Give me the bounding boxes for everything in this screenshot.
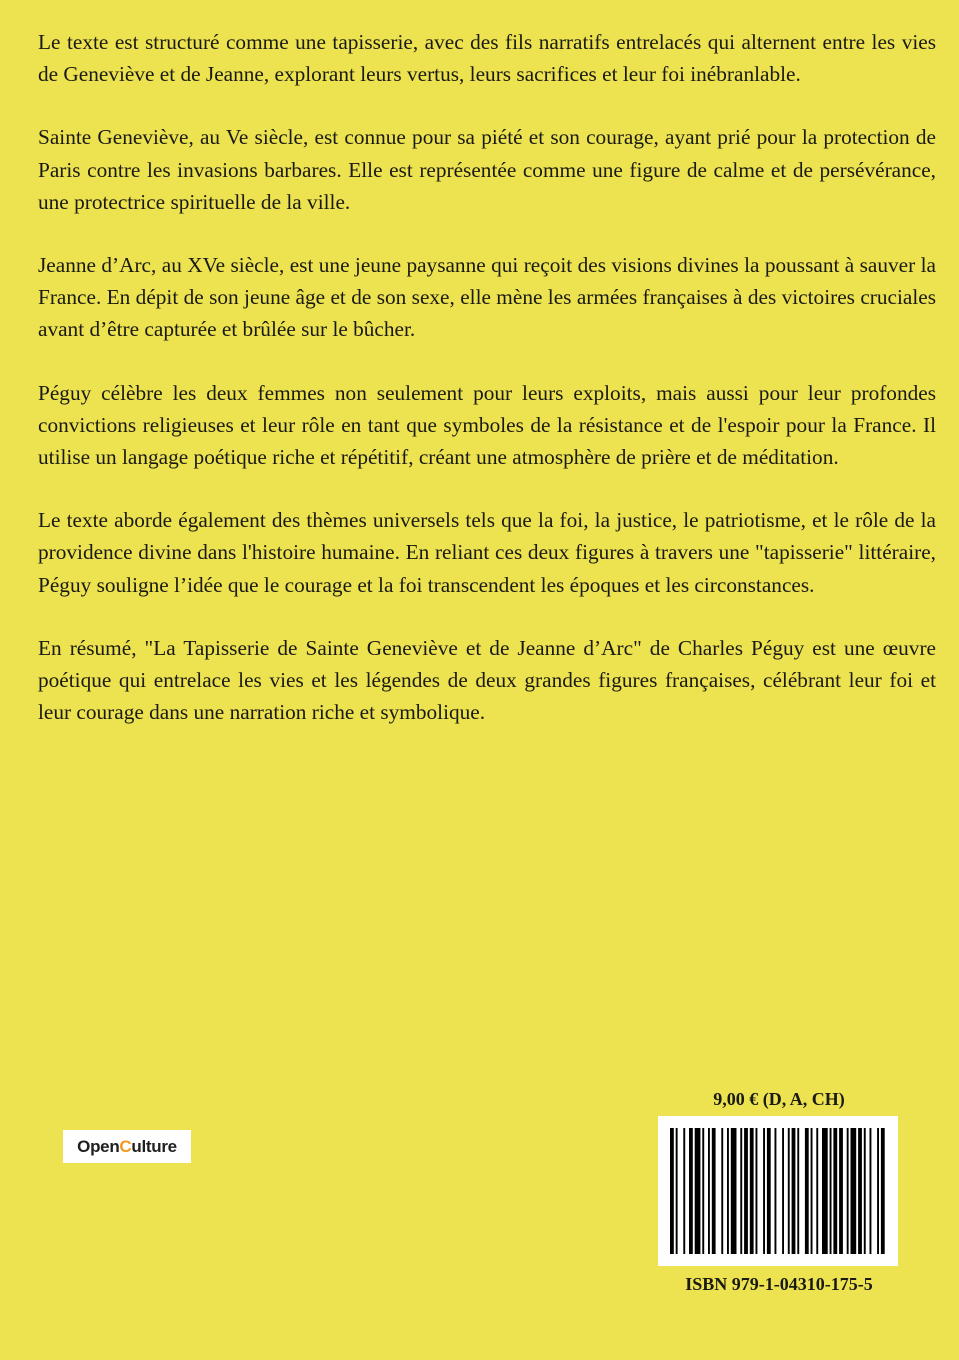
paragraph-4: Péguy célèbre les deux femmes non seulement pour leurs exploits, mais aussi pour leur profondes convictions religieuses et leur rôle en tant que symboles de la résistance et de l'espoir pour la France. Il utilise un langage poétique riche et répétitif, créant une atmosphère de prière et de méditation. [38, 380, 936, 470]
barcode-bar [858, 1128, 862, 1254]
barcode-bar [727, 1128, 729, 1254]
price-label: 9,00 € (D, A, CH) [713, 1089, 845, 1109]
barcode-bar [670, 1128, 674, 1254]
barcode-bar [881, 1128, 885, 1254]
barcode-bar [756, 1128, 758, 1254]
barcode-bar [805, 1128, 809, 1254]
barcode-bar [683, 1128, 685, 1254]
barcode-bar [740, 1128, 742, 1254]
barcode-bar [870, 1128, 872, 1254]
barcode-icon [658, 1116, 898, 1266]
logo-text-c: C [119, 1136, 132, 1156]
barcode-bar [797, 1128, 799, 1254]
barcode-bar [816, 1128, 818, 1254]
logo-text-open: Open [77, 1136, 120, 1156]
barcode-bar [830, 1128, 832, 1254]
barcode-bar [788, 1128, 790, 1254]
barcode-bar [721, 1128, 723, 1254]
barcode-bar [767, 1128, 771, 1254]
barcode-bar [792, 1128, 796, 1254]
barcode-bar [864, 1128, 866, 1254]
barcode-bar [851, 1128, 857, 1254]
back-cover-text [38, 26, 936, 759]
paragraph-2: Sainte Geneviève, au Ve siècle, est connue pour sa piété et son courage, ayant prié pour la protection de Paris contre les invasions barbares. Elle est représentée comme une figure de calme et de persévérance, une protectrice spirituelle de la ville. [38, 125, 936, 214]
barcode-bar [731, 1128, 737, 1254]
barcode-bar [702, 1128, 704, 1254]
paragraph-5: Le texte aborde également des thèmes universels tels que la foi, la justice, le patriotisme, et le rôle de la providence divine dans l'histoire humaine. En reliant ces deux figures à travers une "tapisserie" littéraire, Péguy souligne l’idée que le courage et la foi transcendent les époques et les circonstances. [38, 508, 936, 597]
barcode-bar [782, 1128, 784, 1254]
barcode-bar [847, 1128, 849, 1254]
barcode [658, 1116, 898, 1266]
barcode-bar [712, 1128, 716, 1254]
barcode-bar [676, 1128, 678, 1254]
logo-text-ulture: ulture [131, 1136, 177, 1156]
paragraph-3: Jeanne d’Arc, au XVe siècle, est une jeune paysanne qui reçoit des visions divines la poussant à sauver la France. En dépit de son jeune âge et de son sexe, elle mène les armées françaises à des victoires cruciales avant d’être capturée et brûlée sur le bûcher. [38, 253, 936, 342]
barcode-bar [839, 1128, 843, 1254]
barcode-bar [689, 1128, 693, 1254]
barcode-bar [822, 1128, 828, 1254]
barcode-bar [833, 1128, 837, 1254]
barcode-bar [708, 1128, 710, 1254]
barcode-bar [744, 1128, 748, 1254]
paragraph-1: Le texte est structuré comme une tapisserie, avec des fils narratifs entrelacés qui alternent entre les vies de Geneviève et de Jeanne, explorant leurs vertus, leurs sacrifices et leur foi inébranlable. [38, 30, 936, 87]
barcode-bar [811, 1128, 813, 1254]
barcode-bar [775, 1128, 777, 1254]
paragraph-6: En résumé, "La Tapisserie de Sainte Geneviève et de Jeanne d’Arc" de Charles Péguy est une œuvre poétique qui entrelace les vies et les légendes de deux grandes figures françaises, célébrant leur foi et leur courage dans une narration riche et symbolique. [38, 635, 936, 725]
barcode-bar [750, 1128, 754, 1254]
barcode-bar [763, 1128, 765, 1254]
barcode-bar [877, 1128, 879, 1254]
isbn-label: ISBN 979-1-04310-175-5 [685, 1274, 873, 1294]
barcode-bar [695, 1128, 701, 1254]
openculture-logo [63, 1130, 191, 1163]
